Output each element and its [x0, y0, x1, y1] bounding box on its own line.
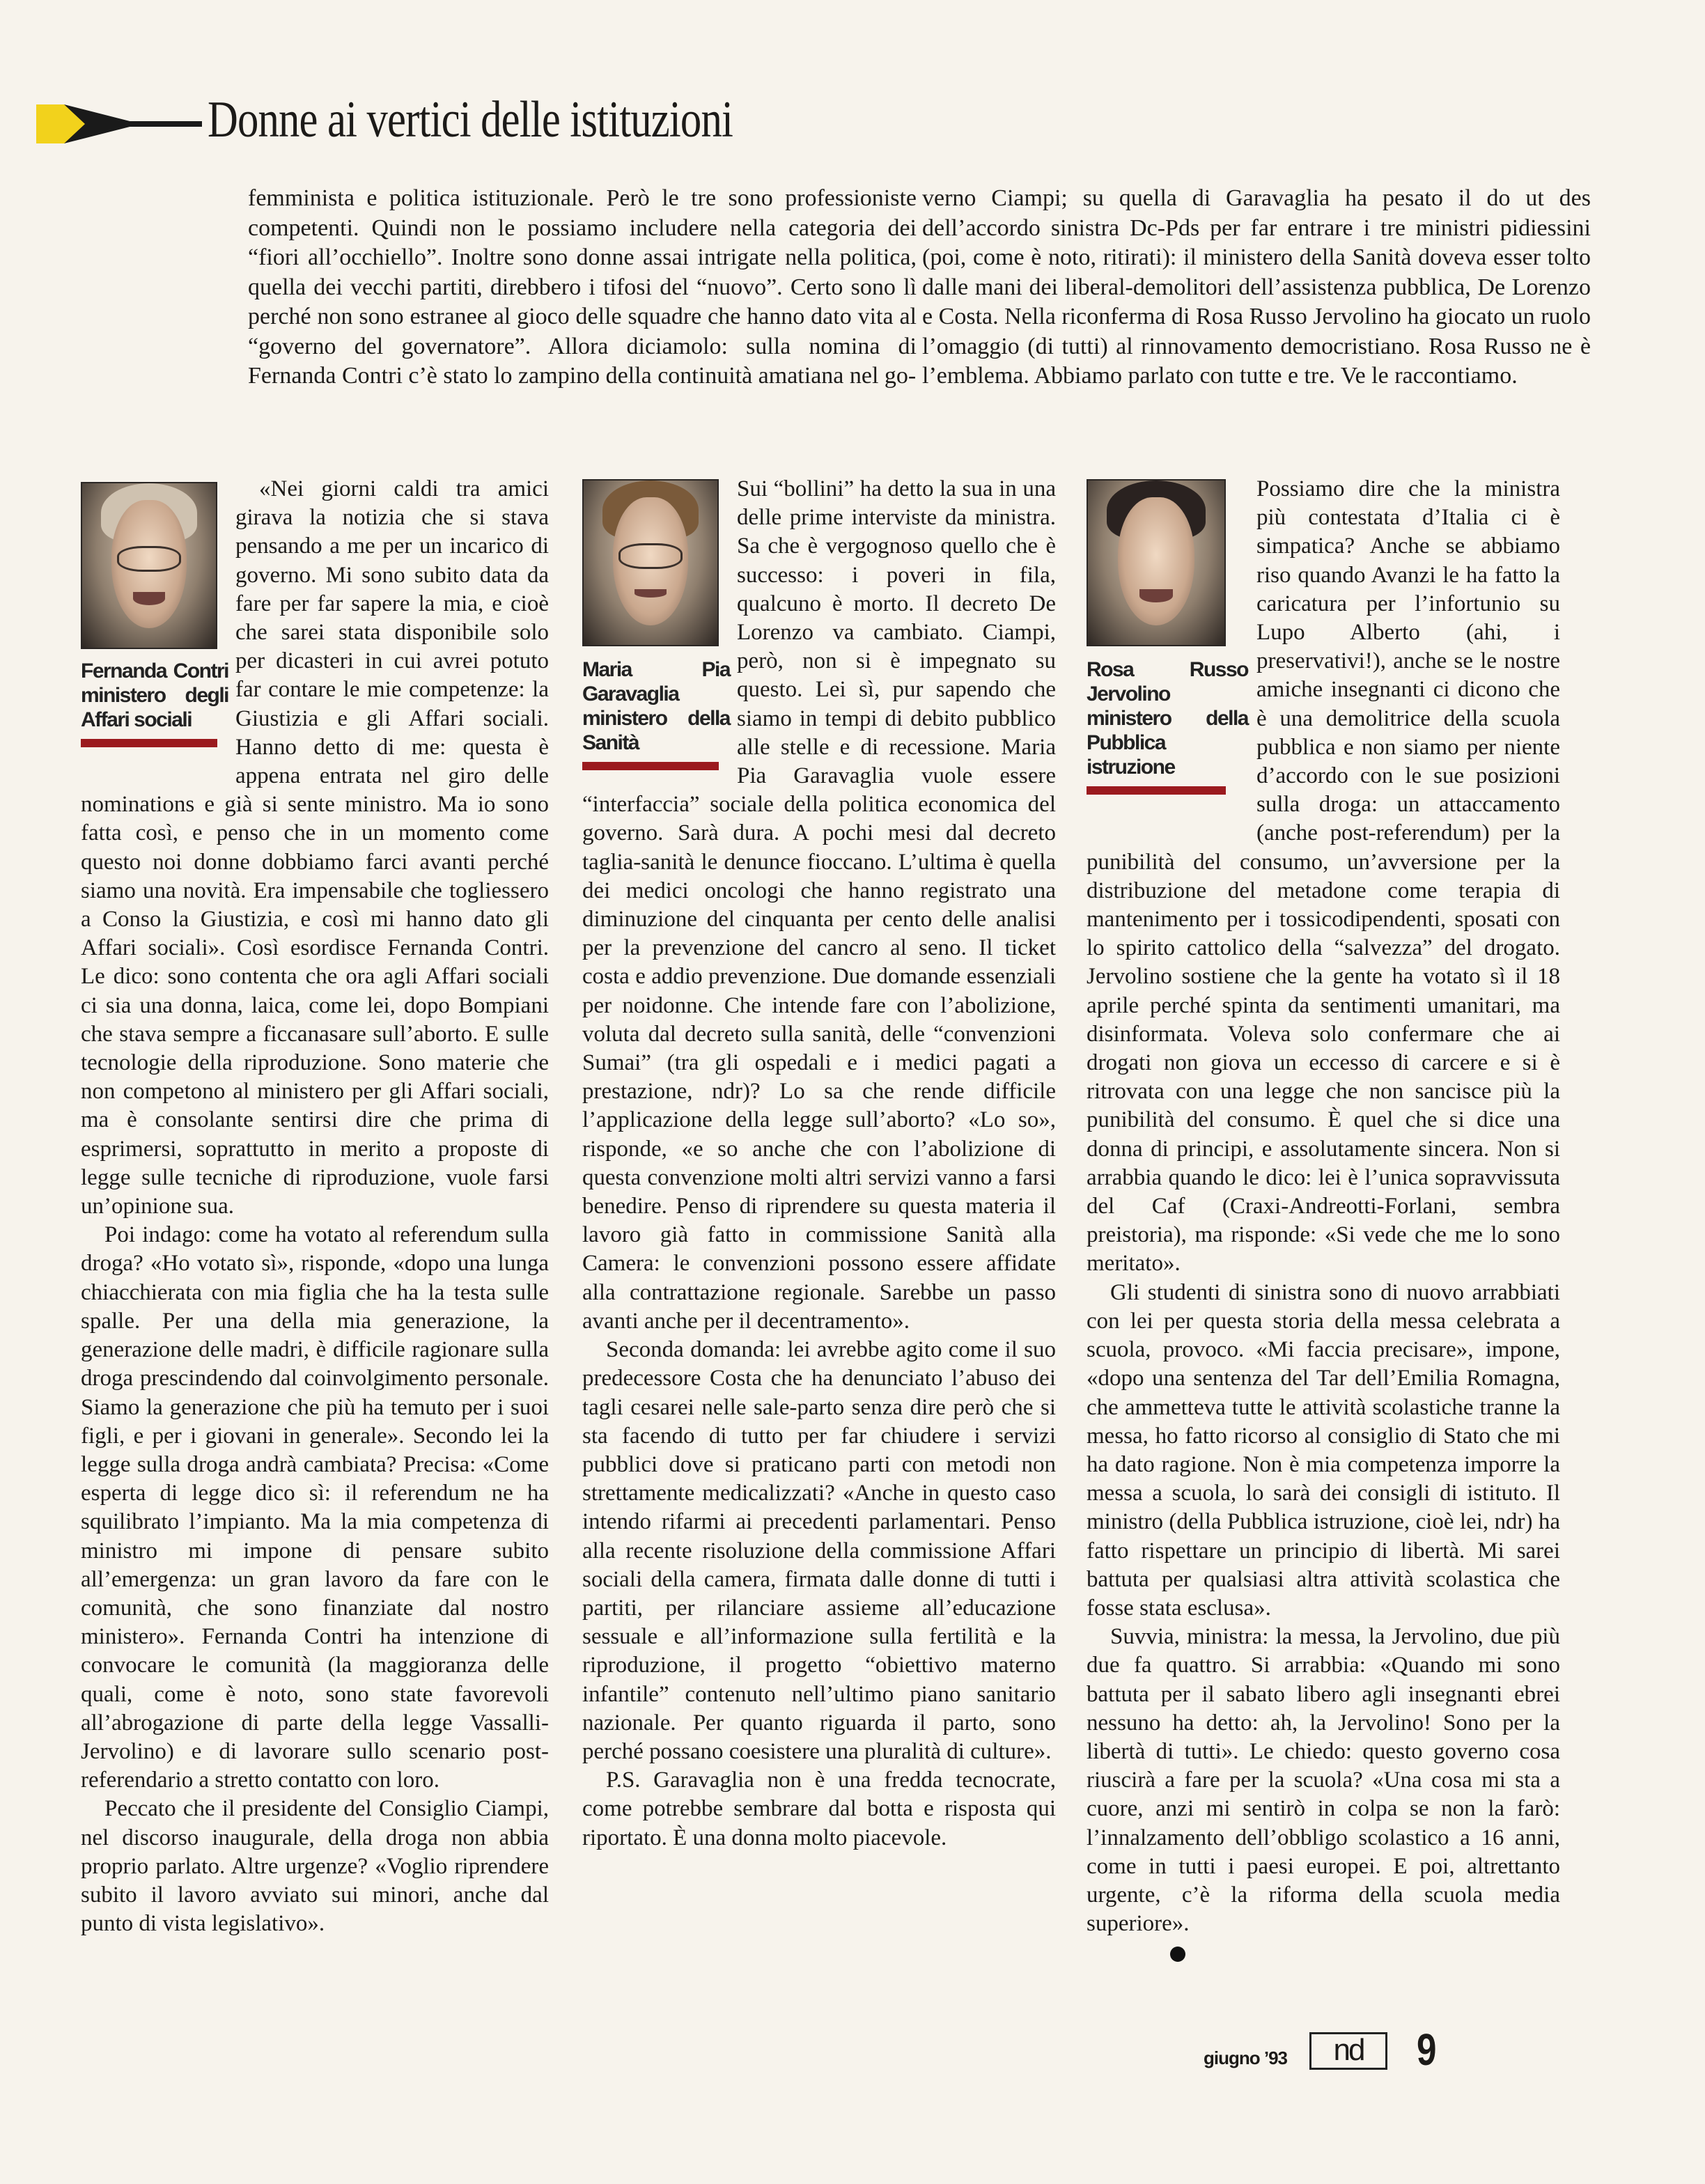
- paragraph: Peccato che il presidente del Consiglio Ciampi, nel discorso inaugurale, della droga non abbia proprio parlato. Altre urgenze? «Voglio riprendere subito il lavoro avviato sui minori, anche dal punto di vista legislativo».: [81, 1796, 549, 1937]
- intro-right-text: verno Ciampi; su quella di Garavaglia ha pesato il do ut des dell’accordo sinistra Dc-Pds per far entrare i tre ministri pidiessini (poi, come è noto, ritirati): il ministero della Sanità doveva esser tolto dalle mani dei liberal-demolitori dell’assistenza pubblica, De Lorenzo e Costa. Nella riconferma di Rosa Russo Jervolino ha giocato un ruolo l’omaggio (di tutti) al rinnovamento democristiano. Rosa Russo ne è l’emblema. Abbiamo parlato con tutte e tre. Ve le raccontiamo.: [922, 185, 1591, 389]
- portrait-jervolino: [1087, 479, 1226, 646]
- paragraph: «Nei giorni caldi tra amici girava la notizia che si stava pensando a me per un incarico di governo. Mi sono subito data da fare per far sapere la mia, e cioè che sarei stata disponibile solo per dicasteri in cui avrei potuto far contare le mie competenze: la Giustizia e gli Affari sociali. Hanno detto di me: questa è appena entrata nel giro delle nominations e già si sente ministro. Ma io sono fatta così, e penso che in un momento come questo noi donne dobbiamo farci avanti perché siamo una novità. Era impensabile che togliessero a Conso la Giustizia, e così mi hanno dato gli Affari sociali». Così esordisce Fernanda Contri. Le dico: sono contenta che ora agli Affari sociali ci sia una donna, laica, come lei, dopo Bompiani che stava sempre a ficcanasare sull’aborto. E sulle tecnologie della riproduzione. Sono materie che non competono al ministero per gli Affari sociali, ma è consolante sentirsi dire che prima di esprimersi, soprattutto in merito a proposte di legge sulle tecniche di riproduzione, vuole farsi un’opinione sua.: [81, 476, 549, 1219]
- header-arrow-icon: [36, 89, 203, 159]
- portrait-contri: [81, 482, 217, 649]
- paragraph: P.S. Garavaglia non è una fredda tecnocrate, come potrebbe sembrare dal botta e risposta qui riportato. È una donna molto piacevole.: [582, 1768, 1056, 1850]
- caption-bar: [81, 739, 217, 747]
- article-column-garavaglia: [582, 475, 1056, 2007]
- caption-bar: [1087, 786, 1226, 795]
- intro-left-text: femminista e politica istituzionale. Però le tre sono professioniste competenti. Quindi non le possiamo includere nella categoria dei “fiori all’occhiello”. Inoltre sono donne assai intrigate nella politica, quella dei vecchi partiti, direbbero i tifosi del “nuovo”. Certo sono lì perché non sono estranee al gioco delle squadre che hanno dato vita al “governo del governatore”. Allora diciamolo: sulla nomina di Fernanda Contri c’è stato lo zampino della continuità amatiana nel go-: [248, 185, 917, 389]
- article-column-jervolino: [1087, 475, 1560, 2007]
- paragraph: Sui “bollini” ha detto la sua in una delle prime interviste da ministra. Sa che è vergognoso quello che è successo: i poveri in fila, qualcuno è morto. Il decreto De Lorenzo va cambiato. Ciampi, però, non si è impegnato su questo. Lei sì, pur sapendo che siamo in tempi di debito pubblico alle stelle e di recessione. Maria Pia Garavaglia vuole essere “interfaccia” sociale della politica economica del governo. Sarà dura. A pochi mesi dal decreto taglia-sanità le denunce fioccano. L’ultima è quella dei medici oncologi che hanno registrato una diminuzione del cinquanta per cento delle analisi per la prevenzione del cancro al seno. Il ticket costa e addio prevenzione. Due domande essenziali per noidonne. Che intende fare con l’abolizione, voluta dal decreto sulla sanità, delle “convenzioni Sumai” (tra gli ospedali e i medici pagati a prestazione, ndr)? Lo sa che rende difficile l’applicazione della legge sull’aborto? «Lo so», risponde, «e so anche che con l’abolizione di questa convenzione molti altri servizi vanno a farsi benedire. Penso di riprendere su questa materia il lavoro già fatto in commissione Sanità alla Camera: le convenzioni possono essere affidate alla contrattazione regionale. Sarebbe un passo avanti anche per il decentramento».: [582, 476, 1056, 1334]
- paragraph: Poi indago: come ha votato al referendum sulla droga? «Ho votato sì», risponde, «dopo una lunga chiacchierata con mia figlia che ha la testa sulle spalle. Per una della mia generazione, la generazione delle madri, è difficile ragionare sulla droga prescindendo dal coinvolgimento personale. Siamo la generazione che più ha temuto per i suoi figli, e per i giovani in generale». Secondo lei la legge sulla droga andrà cambiata? Precisa: «Come esperta di legge dico sì: il referendum ne ha squilibrato l’impianto. Ma la mia competenza di ministro mi impone di pensare subito all’emergenza: un gran lavoro da fare con le comunità, che sono finanziate dal nostro ministero». Fernanda Contri ha intenzione di convocare le comunità (la maggioranza delle quali, come è noto, sono state favorevoli all’abrogazione di parte della legge Vassalli-Jervolino) e di lavorare sullo scenario post-referendario a stretto contatto con loro.: [81, 1222, 549, 1793]
- paragraph: Seconda domanda: lei avrebbe agito come il suo predecessore Costa che ha denunciato l’abuso dei tagli cesarei nelle sale-parto senza dire però che si sta facendo di tutto per far chiudere i servizi pubblici dove si praticano parti con metodi non strettamente medicalizzati? «Anche in questo caso intendo rifarmi ai precedenti parlamentari. Penso alla recente risoluzione della commissione Affari sociali della camera, firmata dalle donne di tutti i partiti, per rilanciare assieme all’educazione sessuale e all’informazione sulla fertilità e la riproduzione, il progetto “obiettivo materno infantile” contenuto nell’ultimo piano sanitario nazionale. Per quanto riguarda il parto, sono perché possano coesistere una pluralità di culture».: [582, 1337, 1056, 1764]
- paragraph: Gli studenti di sinistra sono di nuovo arrabbiati con lei per questa storia della messa celebrata a scuola, provoco. «Mi faccia precisare», impone, «dopo una sentenza del Tar dell’Emilia Romagna, che ammetteva tutte le attività scolastiche tranne la messa, ho fatto ricorso al consiglio di Stato che mi ha dato ragione. Non è mia competenza imporre la messa a scuola, lo sarà dei consigli di istituto. Il ministro (della Pubblica istruzione, cioè lei, ndr) ha fatto rispettare un principio di libertà. Mi sarei battuta per qualsiasi altra attività scolastica che fosse stata esclusa».: [1087, 1279, 1560, 1621]
- portrait-garavaglia: [582, 479, 719, 646]
- caption-contri: Fernanda Contri ministero degli Affari sociali: [81, 660, 228, 731]
- caption-jervolino: Rosa Russo Jervolino ministero della Pubblica istruzione: [1087, 658, 1248, 779]
- page-number: 9: [1417, 2025, 1437, 2075]
- page-title: Donne ai vertici delle istituzioni: [208, 91, 733, 148]
- caption-bar: [582, 762, 719, 770]
- caption-garavaglia: Maria Pia Garavaglia ministero della Sanità: [582, 658, 730, 754]
- end-of-article-icon: [1170, 1947, 1185, 1962]
- magazine-logo: nd: [1309, 2032, 1387, 2070]
- paragraph: Possiamo dire che la ministra più contestata d’Italia ci è simpatica? Anche se abbiamo riso quando Avanzi le ha fatto la caricatura per l’infortunio su Lupo Alberto (ahi, i preservativi!), anche se le nostre amiche insegnanti ci dicono che è una demolitrice della scuola pubblica e non siamo per niente d’accordo con le sue posizioni sulla droga: un attaccamento (anche post-referendum) per la punibilità del consumo, un’avversione per la distribuzione del metadone come terapia di mantenimento per i tossicodipendenti, sposati con lo spirito cattolico della “salvezza” del drogato. Jervolino sostiene che la gente ha votato sì il 18 aprile perché spinta da sentimenti umanitari, ma disinformata. Voleva solo confermare che ai drogati non giova un eccesso di carcere e si è ritrovata con una legge che non sancisce più la punibilità del consumo. È quel che si dice una donna di principi, e assolutamente sincera. Non si arrabbia quando le dico: lei è l’unica sopravvissuta del Caf (Craxi-Andreotti-Forlani, sembra preistoria), ma risponde: «Si vede che me lo sono meritato».: [1087, 476, 1560, 1277]
- issue-date: giugno ’93: [1204, 2048, 1287, 2068]
- article-column-contri: [81, 475, 549, 2007]
- paragraph: Suvvia, ministra: la messa, la Jervolino, due più due fa quattro. Si arrabbia: «Quando mi sono battuta per il sabato libero agli insegnanti ebrei nessuno ha detto: ah, la Jervolino! Sono per la libertà di tutti». Le chiedo: questo governo cosa riuscirà a fare per la scuola? «Una cosa mi sta a cuore, anzi mi sentirò in colpa se non la farò: l’innalzamento dell’obbligo scolastico a 16 anni, come in tutti i paesi europei. E poi, altrettanto urgente, c’è la riforma della scuola media superiore».: [1087, 1624, 1560, 1937]
